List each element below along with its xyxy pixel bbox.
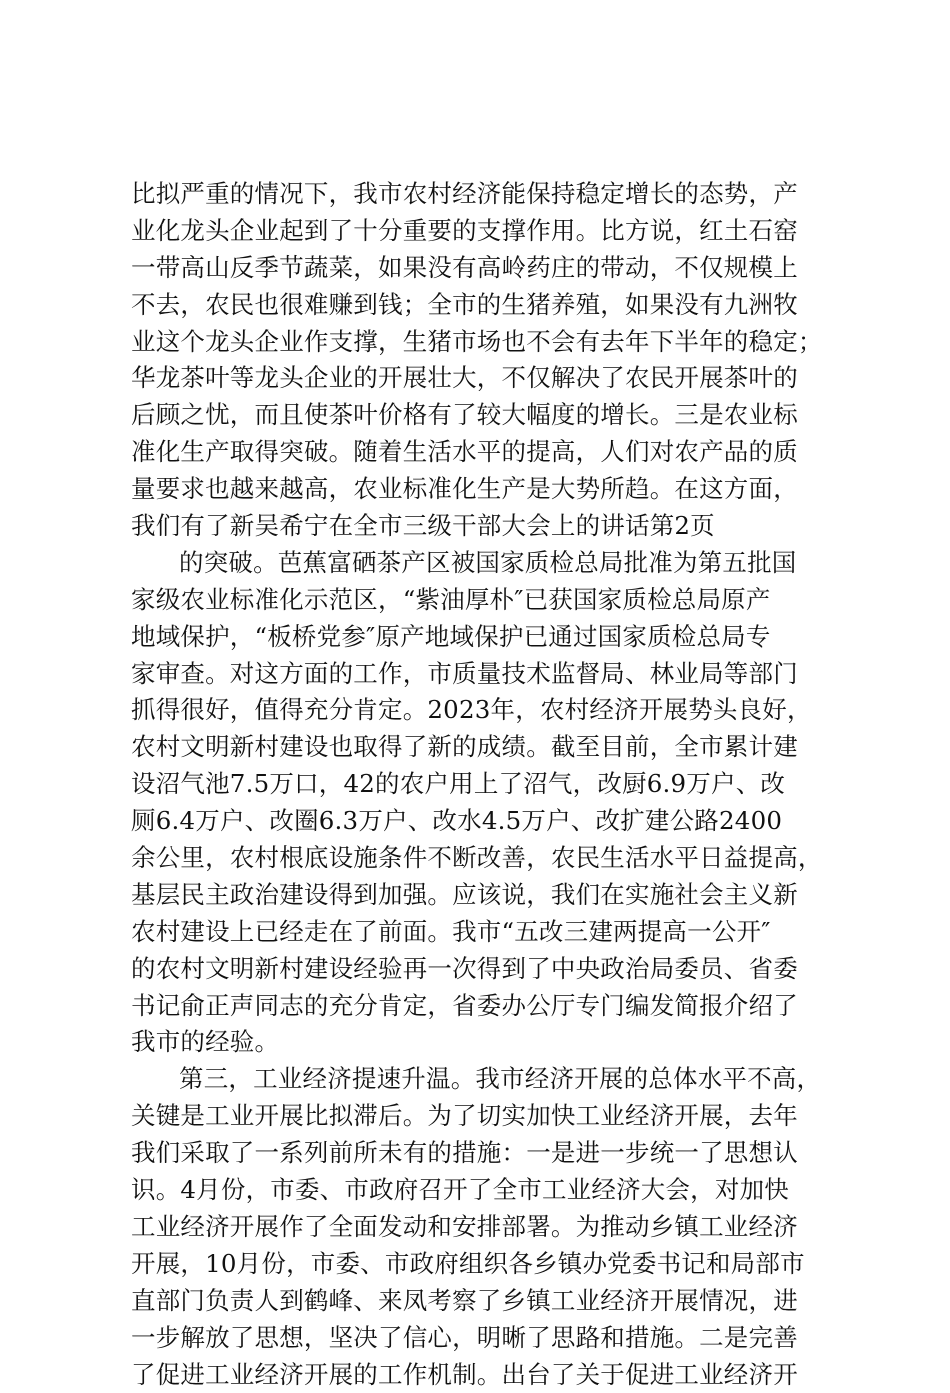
text-line: 书记俞正声同志的充分肯定，省委办公厅专门编发简报介绍了 (131, 988, 831, 1025)
text-line: 华龙茶叶等龙头企业的开展壮大，不仅解决了农民开展茶叶的 (131, 360, 831, 397)
text-line: 开展，10月份，市委、市政府组织各乡镇办党委书记和局部市 (131, 1246, 831, 1283)
text-line: 比拟严重的情况下，我市农村经济能保持稳定增长的态势，产 (131, 176, 831, 213)
text-line: 后顾之忧，而且使茶叶价格有了较大幅度的增长。三是农业标 (131, 397, 831, 434)
text-line: 业这个龙头企业作支撑，生猪市场也不会有去年下半年的稳定； (131, 324, 831, 361)
text-line: 我们采取了一系列前所未有的措施：一是进一步统一了思想认 (131, 1135, 831, 1172)
text-line: 家审查。对这方面的工作，市质量技术监督局、林业局等部门 (131, 656, 831, 693)
text-line: 基层民主政治建设得到加强。应该说，我们在实施社会主义新 (131, 877, 831, 914)
text-line: 不去，农民也很难赚到钱；全市的生猪养殖，如果没有九洲牧 (131, 287, 831, 324)
text-line: 关键是工业开展比拟滞后。为了切实加快工业经济开展，去年 (131, 1098, 831, 1135)
text-line: 量要求也越来越高，农业标准化生产是大势所趋。在这方面， (131, 471, 831, 508)
text-line: 设沼气池7.5万口，42的农户用上了沼气，改厨6.9万户、改 (131, 766, 831, 803)
text-line: 直部门负责人到鹤峰、来凤考察了乡镇工业经济开展情况，进 (131, 1283, 831, 1320)
text-line: 准化生产取得突破。随着生活水平的提高，人们对农产品的质 (131, 434, 831, 471)
text-line: 的突破。芭蕉富硒茶产区被国家质检总局批准为第五批国 (131, 545, 831, 582)
text-line: 农村文明新村建设也取得了新的成绩。截至目前，全市累计建 (131, 729, 831, 766)
text-line-page-marker: 我们有了新吴希宁在全市三级干部大会上的讲话第2页 (131, 508, 831, 545)
text-line: 业化龙头企业起到了十分重要的支撑作用。比方说，红土石窑 (131, 213, 831, 250)
document-body (131, 176, 831, 1393)
text-line: 的农村文明新村建设经验再一次得到了中央政治局委员、省委 (131, 951, 831, 988)
text-line: 了促进工业经济开展的工作机制。出台了关于促进工业经济开 (131, 1357, 831, 1393)
text-line: 家级农业标准化示范区，“紫油厚朴″已获国家质检总局原产 (131, 582, 831, 619)
text-line: 一步解放了思想，坚决了信心，明晰了思路和措施。二是完善 (131, 1320, 831, 1357)
text-line: 余公里，农村根底设施条件不断改善，农民生活水平日益提高， (131, 840, 831, 877)
text-line: 我市的经验。 (131, 1024, 831, 1061)
text-line: 识。4月份，市委、市政府召开了全市工业经济大会，对加快 (131, 1172, 831, 1209)
text-line-paragraph-start: 第三，工业经济提速升温。我市经济开展的总体水平不高， (131, 1061, 831, 1098)
text-line: 一带高山反季节蔬菜，如果没有高岭药庄的带动，不仅规模上 (131, 250, 831, 287)
text-line: 农村建设上已经走在了前面。我市“五改三建两提高一公开″ (131, 914, 831, 951)
text-line: 地域保护，“板桥党参″原产地域保护已通过国家质检总局专 (131, 619, 831, 656)
text-line: 抓得很好，值得充分肯定。2023年，农村经济开展势头良好， (131, 692, 831, 729)
text-line: 厕6.4万户、改圈6.3万户、改水4.5万户、改扩建公路2400 (131, 803, 831, 840)
text-line: 工业经济开展作了全面发动和安排部署。为推动乡镇工业经济 (131, 1209, 831, 1246)
